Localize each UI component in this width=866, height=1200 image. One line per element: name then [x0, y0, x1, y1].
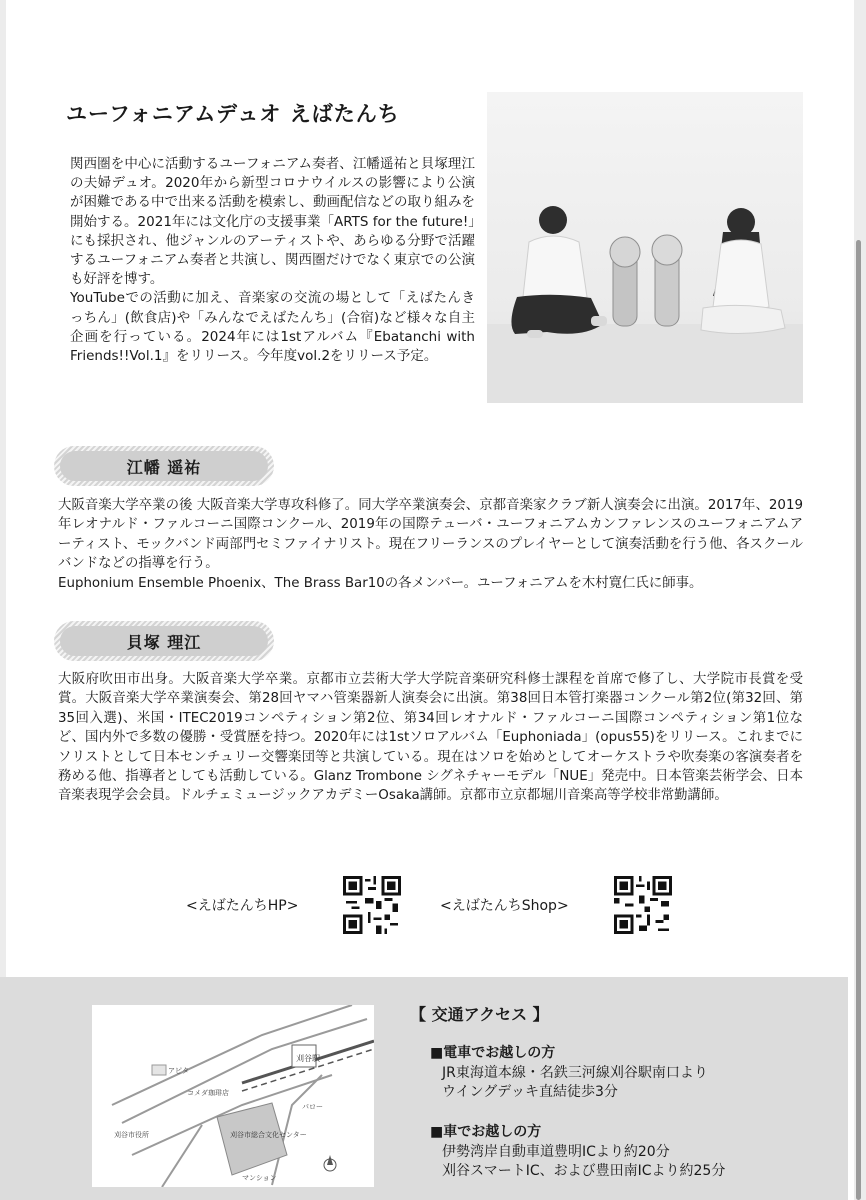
shop-qr-code[interactable]	[614, 876, 672, 934]
car-heading: ■車でお越しの方	[430, 1124, 542, 1140]
shop-link-label[interactable]: <えばたんちShop>	[440, 898, 569, 914]
hp-qr-code[interactable]	[343, 876, 401, 934]
duo-photo	[487, 92, 803, 403]
map-label-parou: パロー	[302, 1103, 323, 1111]
member-label-ebata	[54, 446, 274, 486]
hp-link-label[interactable]: <えばたんちHP>	[186, 898, 299, 914]
member-bio-ebata	[58, 496, 803, 593]
intro-paragraph-1: 関西圏を中心に活動するユーフォニアム奏者、江幡遥祐と貝塚理江の夫婦デュオ。2020年から新型コロナウイルスの影響により公演が困難である中で出来る活動を模索し、動画配信などの取り組みを開始する。2021年には文化庁の支援事業「ARTS for the future!」にも採択され、他ジャンルのアーティストや、あらゆる分野で活躍するユーフォニアム奏者と共演し、関西圏だけでなく東京での公演も好評を博す。	[70, 156, 475, 288]
access-title: 【 交通アクセス 】	[410, 1005, 549, 1024]
intro-paragraph-2: YouTubeでの活動に加え、音楽家の交流の場として「えばたんきっちん」(飲食店)や「みんなでえばたんち」(合宿)など様々な自主企画を行っている。2024年には1stアルバム『Ebatanchi with Friends!!Vol.1』をリリース。今年度vol.2をリリース予定。	[70, 290, 475, 365]
member-name-kaizuka: 貝塚 理江	[60, 626, 268, 656]
duo-title: ユーフォニアムデュオ えばたんち	[66, 102, 400, 126]
train-line-2: ウイングデッキ直結徒歩3分	[442, 1084, 618, 1100]
map-label-komeda: コメダ珈琲店	[187, 1089, 229, 1097]
access-map[interactable]	[92, 1005, 374, 1187]
member-bio-kaizuka	[58, 670, 803, 806]
member-label-kaizuka	[54, 621, 274, 661]
map-venue-label: 刈谷市総合文化センター	[230, 1131, 307, 1139]
map-station-label: 刈谷駅	[296, 1054, 320, 1063]
ebata-bio-paragraph: 大阪音楽大学卒業の後 大阪音楽大学専攻科修了。同大学卒業演奏会、京都音楽家クラブ新人演奏会に出演。2017年、2019年レオナルド・ファルコーニ国際コンクール、2019年の国際テューバ・ユーフォニアムカンファレンスのユーフォニアムアーティスト、モックバンド両部門セミファイナリスト。現在フリーランスのプレイヤーとして演奏活動を行う他、各スクールバンドなどの指導を行う。	[58, 498, 803, 572]
scrollbar[interactable]	[856, 240, 861, 1200]
map-label-cityhall: 刈谷市役所	[114, 1131, 149, 1139]
map-label-apita: アピタ	[168, 1067, 189, 1075]
duo-photo-illustration	[487, 92, 803, 403]
car-line-2: 刈谷スマートIC、および豊田南ICより約25分	[442, 1163, 726, 1179]
car-line-1: 伊勢湾岸自動車道豊明ICより約20分	[442, 1144, 670, 1160]
duo-intro	[70, 155, 475, 366]
map-label-mansion: マンション	[242, 1174, 277, 1182]
train-line-1: JR東海道本線・名鉄三河線刈谷駅南口より	[442, 1065, 708, 1081]
kaizuka-bio-paragraph: 大阪府吹田市出身。大阪音楽大学卒業。京都市立芸術大学大学院音楽研究科修士課程を首席で修了し、大学院市長賞を受賞。大阪音楽大学卒業演奏会、第28回ヤマハ管楽器新人演奏会に出演。第38回日本管打楽器コンクール第2位(第32回、第35回入選)、米国・ITEC2019コンペティション第2位、第34回レオナルド・ファルコーニ国際コンペティション第1位など、国内外で多数の優勝・受賞歴を持つ。2020年には1stソロアルバム「Euphoniada」(opus55)をリリース。これまでにソリストとして日本センチュリー交響楽団等と共演している。現在はソロを始めとしてオーケストラや吹奏楽の客演奏者を務める他、指導者としても活動している。Glanz Trombone シグネチャーモデル「NUE」発売中。日本管楽芸術学会、日本音楽表現学会会員。ドルチェミュージックアカデミーOsaka講師。京都市立京都堀川音楽高等学校非常勤講師。	[58, 672, 803, 804]
train-heading: ■電車でお越しの方	[430, 1045, 556, 1061]
member-name-ebata: 江幡 遥祐	[60, 451, 268, 481]
access-map-drawing	[92, 1005, 374, 1187]
ebata-bio-memberships: Euphonium Ensemble Phoenix、The Brass Bar10の各メンバー。ユーフォニアムを木村寛仁氏に師事。	[58, 575, 703, 591]
